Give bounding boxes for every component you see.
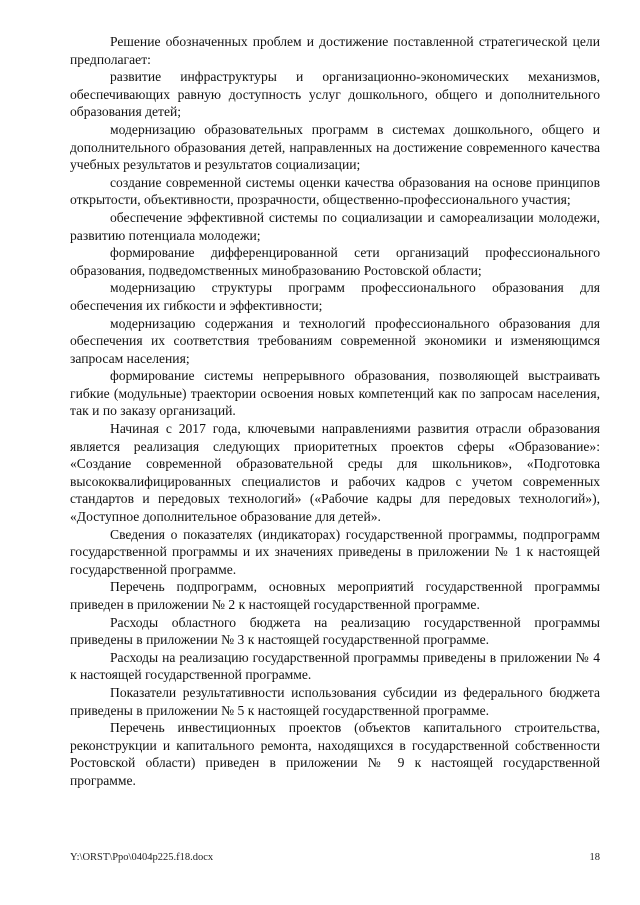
- paragraph-investment-projects: Перечень инвестиционных проектов (объектов капитального строительства, реконструкции и капитального ремонта, находящихся в государственной собственности Ростовской области) приведен в приложении № 9 к настоящей государственной программе.: [70, 720, 600, 788]
- paragraph-program-modernization: модернизацию образовательных программ в системах дошкольного, общего и дополнительного образования детей, направленных на достижение современного качества учебных результатов и результатов социализации;: [70, 121, 600, 173]
- footer-file-path: Y:\ORST\Ppo\0404p225.f18.docx: [70, 852, 214, 863]
- paragraph-indicators: Сведения о показателях (индикаторах) государственной программы, подпрограмм государственной программы и их значениях приведены в приложении № 1 к настоящей государственной программе.: [70, 526, 600, 577]
- document-body: [70, 33, 600, 790]
- paragraph-subsidy-indicators: Показатели результативности использования субсидии из федерального бюджета приведены в приложении № 5 к настоящей государственной программе.: [70, 684, 600, 718]
- paragraph-vocational-network: формирование дифференцированной сети организаций профессионального образования, подведомственных минобразованию Ростовской области;: [70, 245, 600, 278]
- paragraph-subprograms: Перечень подпрограмм, основных мероприятий государственной программы приведен в приложении № 2 к настоящей государственной программе.: [70, 579, 600, 612]
- paragraph-vocational-structure: модернизацию структуры программ профессионального образования для обеспечения их гибкости и эффективности;: [70, 280, 600, 313]
- paragraph-expenses: Расходы на реализацию государственной программы приведены в приложении № 4 к настоящей государственной программе.: [70, 649, 600, 683]
- paragraph-regional-budget: Расходы областного бюджета на реализацию государственной программы приведены в приложении № 3 к настоящей государственной программе.: [70, 614, 600, 648]
- paragraph-vocational-content: модернизацию содержания и технологий профессионального образования для обеспечения их соответствия требованиям современной экономики и изменяющимся запросам населения;: [70, 315, 600, 366]
- page-number: 18: [589, 852, 600, 863]
- paragraph-continuous-education: формирование системы непрерывного образования, позволяющей выстраивать гибкие (модульные) траектории освоения новых компетенций как по запросам населения, так и по заказу организаций.: [70, 368, 600, 419]
- paragraph-priority-projects: Начиная с 2017 года, ключевыми направлениями развития отрасли образования является реализация следующих приоритетных проектов сферы «Образование»: «Создание современной образовательной среды для школьников», «Подготовка высококвалифицированных специалистов и рабочих кадров с учетом современных стандартов и передовых технологий» («Рабочие кадры для передовых технологий»), «Доступное дополнительное образование для детей».: [70, 421, 600, 525]
- paragraph-infrastructure: развитие инфраструктуры и организационно-экономических механизмов, обеспечивающих равную доступность услуг дошкольного, общего и дополнительного образования детей;: [70, 69, 600, 120]
- paragraph-youth-socialization: обеспечение эффективной системы по социализации и самореализации молодежи, развитию потенциала молодежи;: [70, 209, 600, 243]
- paragraph-quality-assessment: создание современной системы оценки качества образования на основе принципов открытости, объективности, прозрачности, общественно-профессионального участия;: [70, 174, 600, 208]
- paragraph-intro: Решение обозначенных проблем и достижение поставленной стратегической цели предполагает:: [70, 34, 600, 67]
